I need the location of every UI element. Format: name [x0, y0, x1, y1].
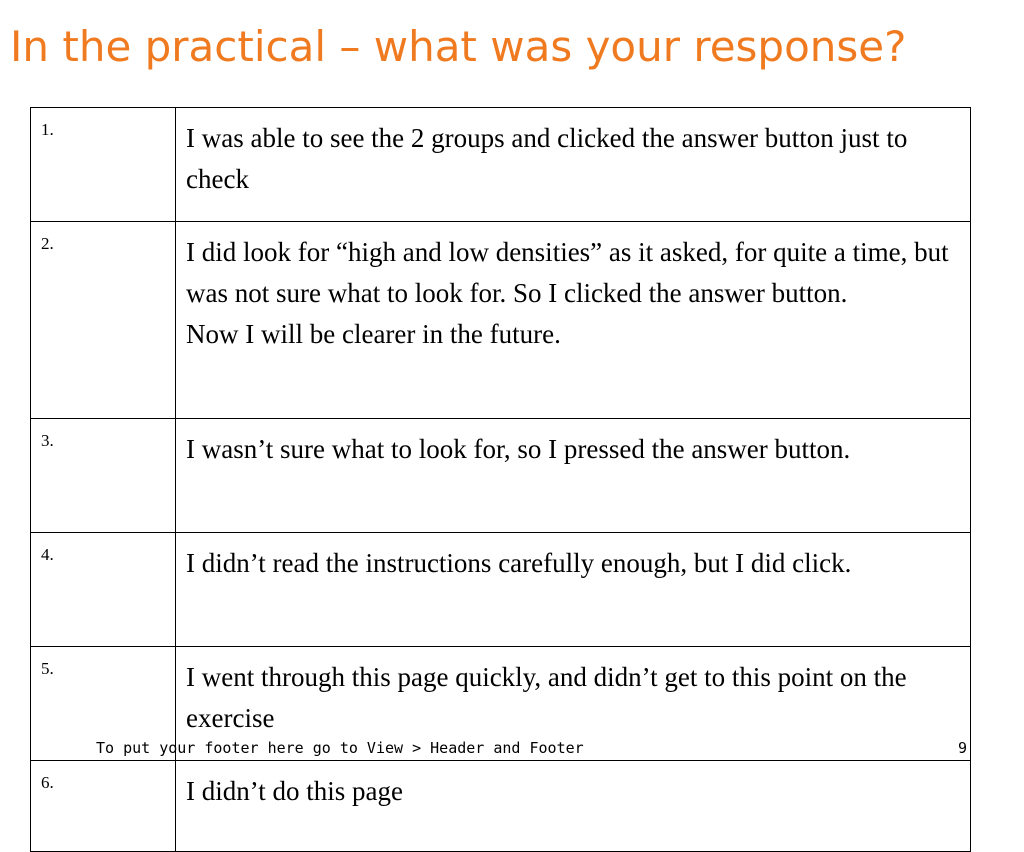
response-text-line: I was able to see the 2 groups and clicked the answer button just to check	[186, 123, 908, 194]
response-text	[176, 108, 971, 222]
response-text	[176, 419, 971, 533]
response-number: 5.	[31, 647, 176, 761]
slide-number: 9	[958, 739, 968, 757]
response-number: 1.	[31, 108, 176, 222]
response-row	[31, 108, 971, 222]
response-row	[31, 761, 971, 852]
response-text-line: I didn’t do this page	[186, 776, 403, 806]
slide-footer: To put your footer here go to View > Header and Footer	[96, 739, 584, 757]
response-text-line: I didn’t read the instructions carefully enough, but I did click.	[186, 548, 852, 578]
response-row	[31, 419, 971, 533]
response-number: 3.	[31, 419, 176, 533]
response-text-line: Now I will be clearer in the future.	[186, 319, 561, 349]
slide-title: In the practical – what was your response?	[10, 22, 907, 71]
response-text-line: I did look for “high and low densities” as it asked, for quite a time, but was not sure what to look for. So I clicked the answer button.	[186, 237, 949, 308]
response-row	[31, 533, 971, 647]
response-text	[176, 533, 971, 647]
response-text-line: I wasn’t sure what to look for, so I pressed the answer button.	[186, 434, 851, 464]
response-number: 4.	[31, 533, 176, 647]
response-text	[176, 761, 971, 852]
response-row	[31, 222, 971, 419]
response-text-line: I went through this page quickly, and didn’t get to this point on the exercise	[186, 662, 907, 733]
response-number: 2.	[31, 222, 176, 419]
response-text	[176, 222, 971, 419]
response-number: 6.	[31, 761, 176, 852]
